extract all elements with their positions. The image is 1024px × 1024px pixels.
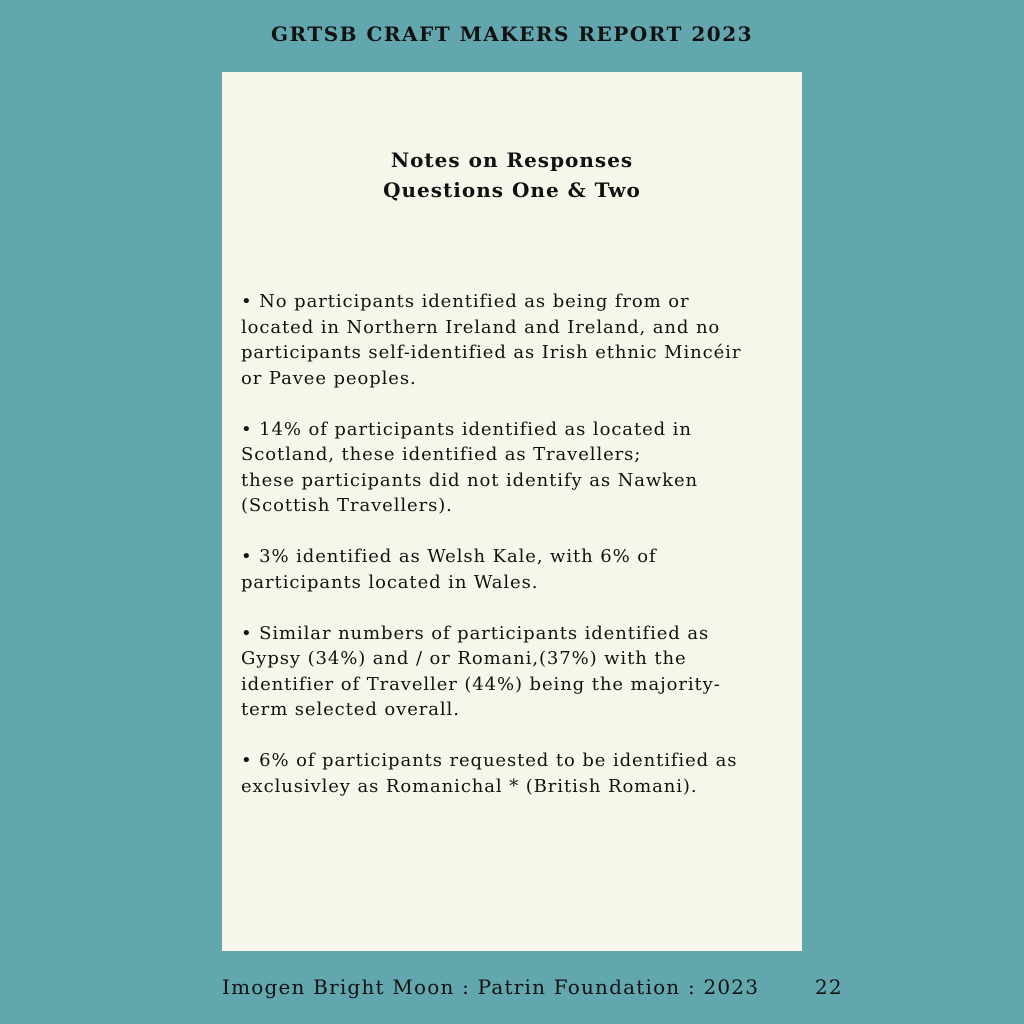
note-line: or Pavee peoples. xyxy=(241,367,417,389)
note-line: participants self-identified as Irish ethnic Mincéir xyxy=(241,342,742,363)
page-title-line-2: Questions One & Two xyxy=(383,178,641,202)
note-line: • 14% of participants identified as located in xyxy=(241,418,692,440)
note-line: • 6% of participants requested to be identified as xyxy=(241,750,738,771)
note-line: participants located in Wales. xyxy=(241,571,539,593)
notes-list xyxy=(241,289,786,825)
page-title-line-1: Notes on Responses xyxy=(390,148,634,172)
note-line: identifier of Traveller (44%) being the majority- xyxy=(241,673,721,695)
note-line: • No participants identified as being from or xyxy=(241,291,690,312)
note-line: (Scottish Travellers). xyxy=(241,495,453,516)
page-number: 22 xyxy=(815,975,843,999)
report-header: GRTSB CRAFT MAKERS REPORT 2023 xyxy=(270,22,754,46)
note-item xyxy=(241,289,786,391)
note-line: Scotland, these identified as Travellers; xyxy=(241,444,642,465)
note-item xyxy=(241,621,786,723)
note-line: • 3% identified as Welsh Kale, with 6% of xyxy=(241,546,657,567)
note-line: term selected overall. xyxy=(241,699,460,720)
note-line: these participants did not identify as Nawken xyxy=(241,469,699,491)
note-item xyxy=(241,544,786,595)
note-line: Gypsy (34%) and / or Romani,(37%) with the xyxy=(241,648,687,669)
page-title xyxy=(222,145,802,205)
note-line: located in Northern Ireland and Ireland, and no xyxy=(241,316,721,338)
footer-credit: Imogen Bright Moon : Patrin Foundation : 2023 xyxy=(222,975,760,999)
note-line: • Similar numbers of participants identified as xyxy=(241,622,710,644)
note-item xyxy=(241,417,786,519)
note-item xyxy=(241,748,786,799)
note-line: exclusivley as Romanichal * (British Romani). xyxy=(241,775,698,797)
